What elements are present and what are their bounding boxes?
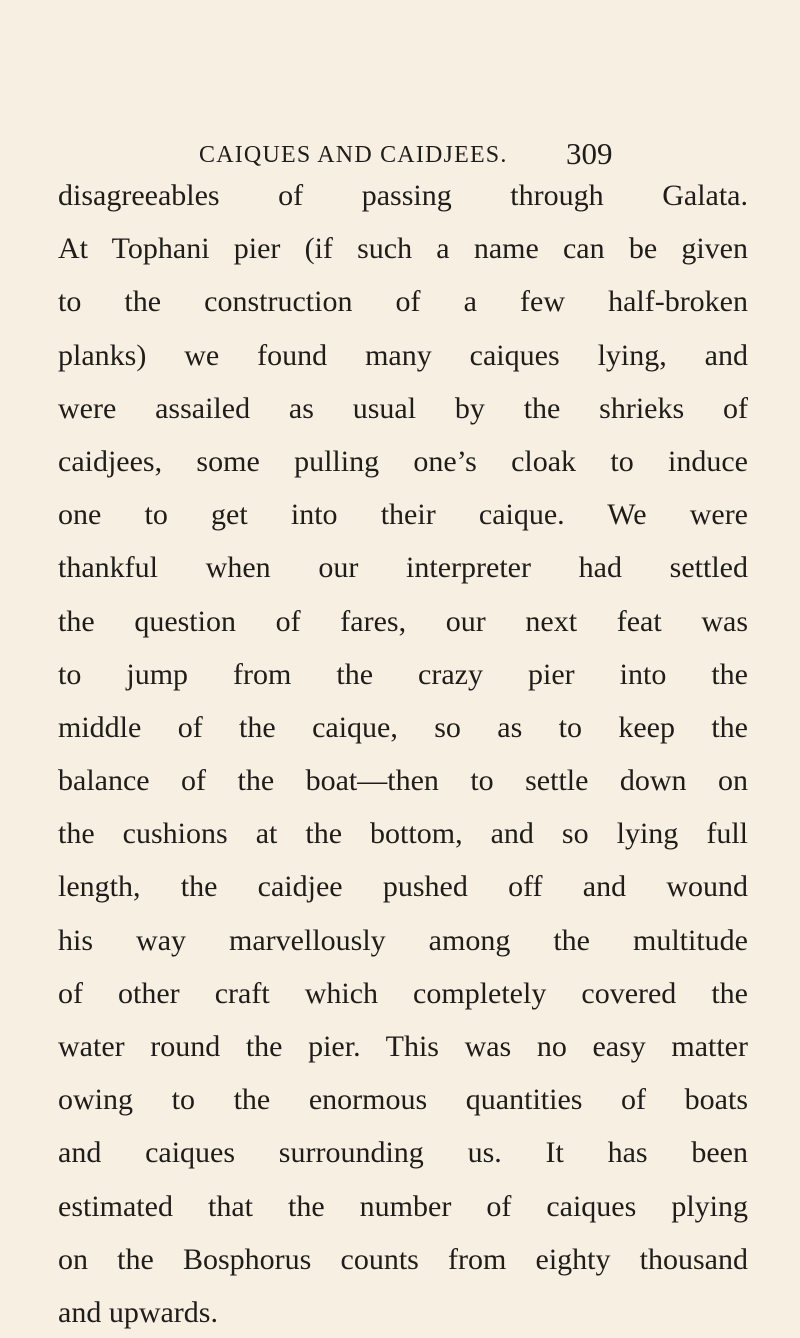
text-line: were assailed as usual by the shrieks of — [58, 391, 748, 425]
text-line: the cushions at the bottom, and so lying full — [58, 817, 748, 851]
text-line: the question of fares, our next feat was — [58, 604, 748, 638]
body-text — [58, 169, 748, 1338]
text-line: to jump from the crazy pier into the — [58, 657, 748, 691]
text-line: planks) we found many caiques lying, and — [58, 338, 748, 372]
running-title: CAIQUES AND CAIDJEES. — [199, 142, 508, 168]
text-line: and caiques surrounding us. It has been — [58, 1136, 748, 1170]
text-line: middle of the caique, so as to keep the — [58, 710, 748, 744]
page-number: 309 — [566, 136, 613, 171]
text-line: At Tophani pier (if such a name can be given — [58, 232, 748, 266]
text-line: water round the pier. This was no easy matter — [58, 1030, 748, 1063]
text-line: of other craft which completely covered the — [58, 976, 748, 1010]
text-line: caidjees, some pulling one’s cloak to induce — [58, 444, 748, 478]
text-line: one to get into their caique. We were — [58, 498, 748, 532]
text-line: disagreeables of passing through Galata. — [58, 179, 748, 212]
text-line: estimated that the number of caiques plying — [58, 1189, 748, 1223]
text-line: on the Bosphorus counts from eighty thousand — [58, 1242, 748, 1276]
text-line: his way marvellously among the multitude — [58, 923, 748, 957]
text-line: owing to the enormous quantities of boats — [58, 1083, 748, 1117]
text-line: to the construction of a few half-broken — [58, 285, 748, 319]
text-line: length, the caidjee pushed off and wound — [58, 870, 748, 904]
text-line: thankful when our interpreter had settled — [58, 551, 748, 585]
text-line: balance of the boat—then to settle down on — [58, 764, 748, 798]
text-line: and upwards. — [58, 1295, 218, 1329]
